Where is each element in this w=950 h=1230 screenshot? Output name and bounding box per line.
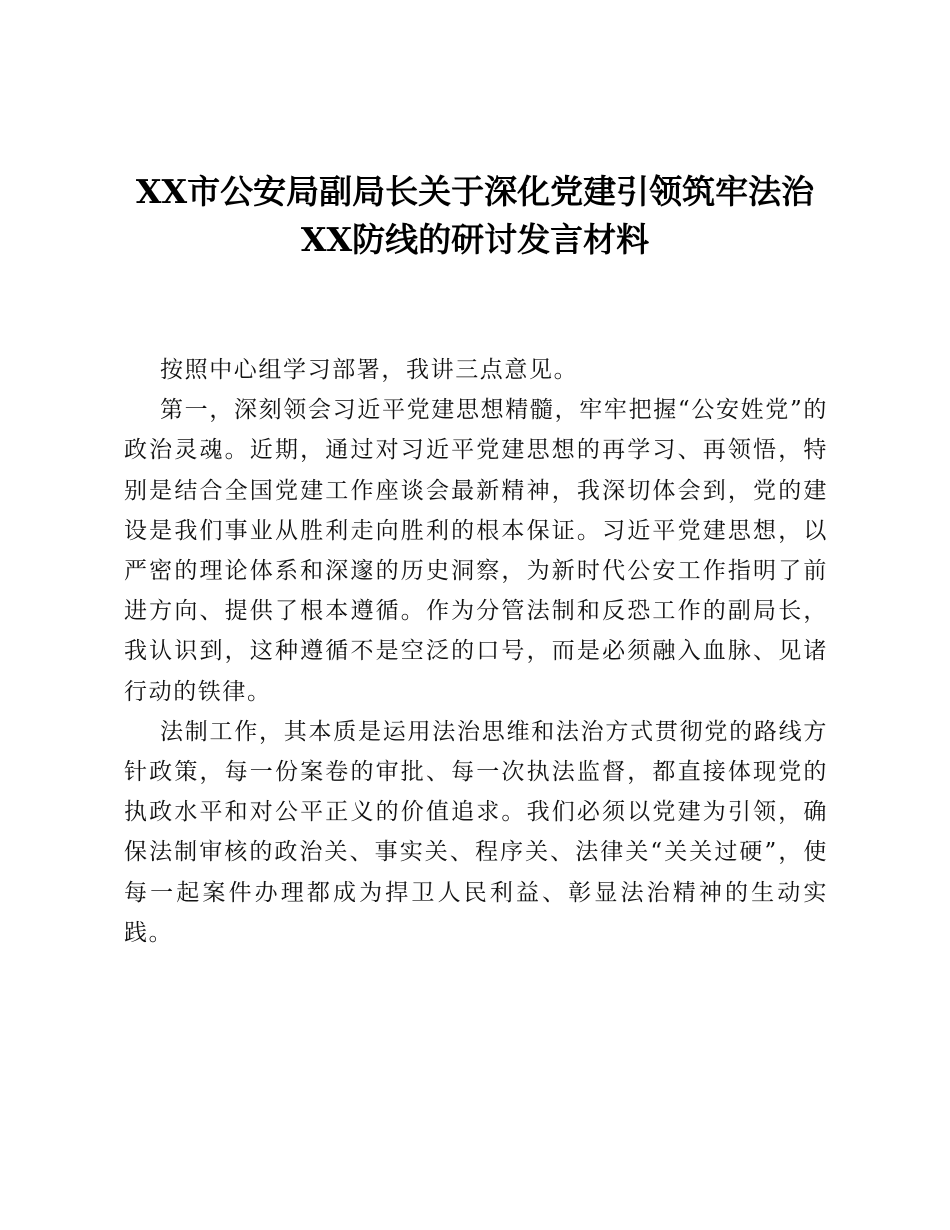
- title-line-2: XX防线的研讨发言材料: [300, 220, 650, 259]
- document-title: [100, 168, 850, 264]
- paragraph-first-point: 第一，深刻领会习近平党建思想精髓，牢牢把握“公安姓党”的政治灵魂。近期，通过对习近平党建思想的再学习、再领悟，特别是结合全国党建工作座谈会最新精神，我深切体会到，党的建设是我们事业从胜利走向胜利的根本保证。习近平党建思想，以严密的理论体系和深邃的历史洞察，为新时代公安工作指明了前进方向、提供了根本遵循。作为分管法制和反恐工作的副局长，我认识到，这种遵循不是空泛的口号，而是必须融入血脉、见诸行动的铁律。: [124, 397, 828, 705]
- document-body: [124, 350, 828, 953]
- paragraph-intro: 按照中心组学习部署，我讲三点意见。: [160, 357, 579, 383]
- paragraph-legal-work: 法制工作，其本质是运用法治思维和法治方式贯彻党的路线方针政策，每一份案卷的审批、每一次执法监督，都直接体现党的执政水平和对公平正义的价值追求。我们必须以党建为引领，确保法制审核的政治关、事实关、程序关、法律关“关关过硬”，使每一起案件办理都成为捍卫人民利益、彰显法治精神的生动实践。: [124, 718, 828, 946]
- title-line-1: XX市公安局副局长关于深化党建引领筑牢法治: [135, 172, 815, 211]
